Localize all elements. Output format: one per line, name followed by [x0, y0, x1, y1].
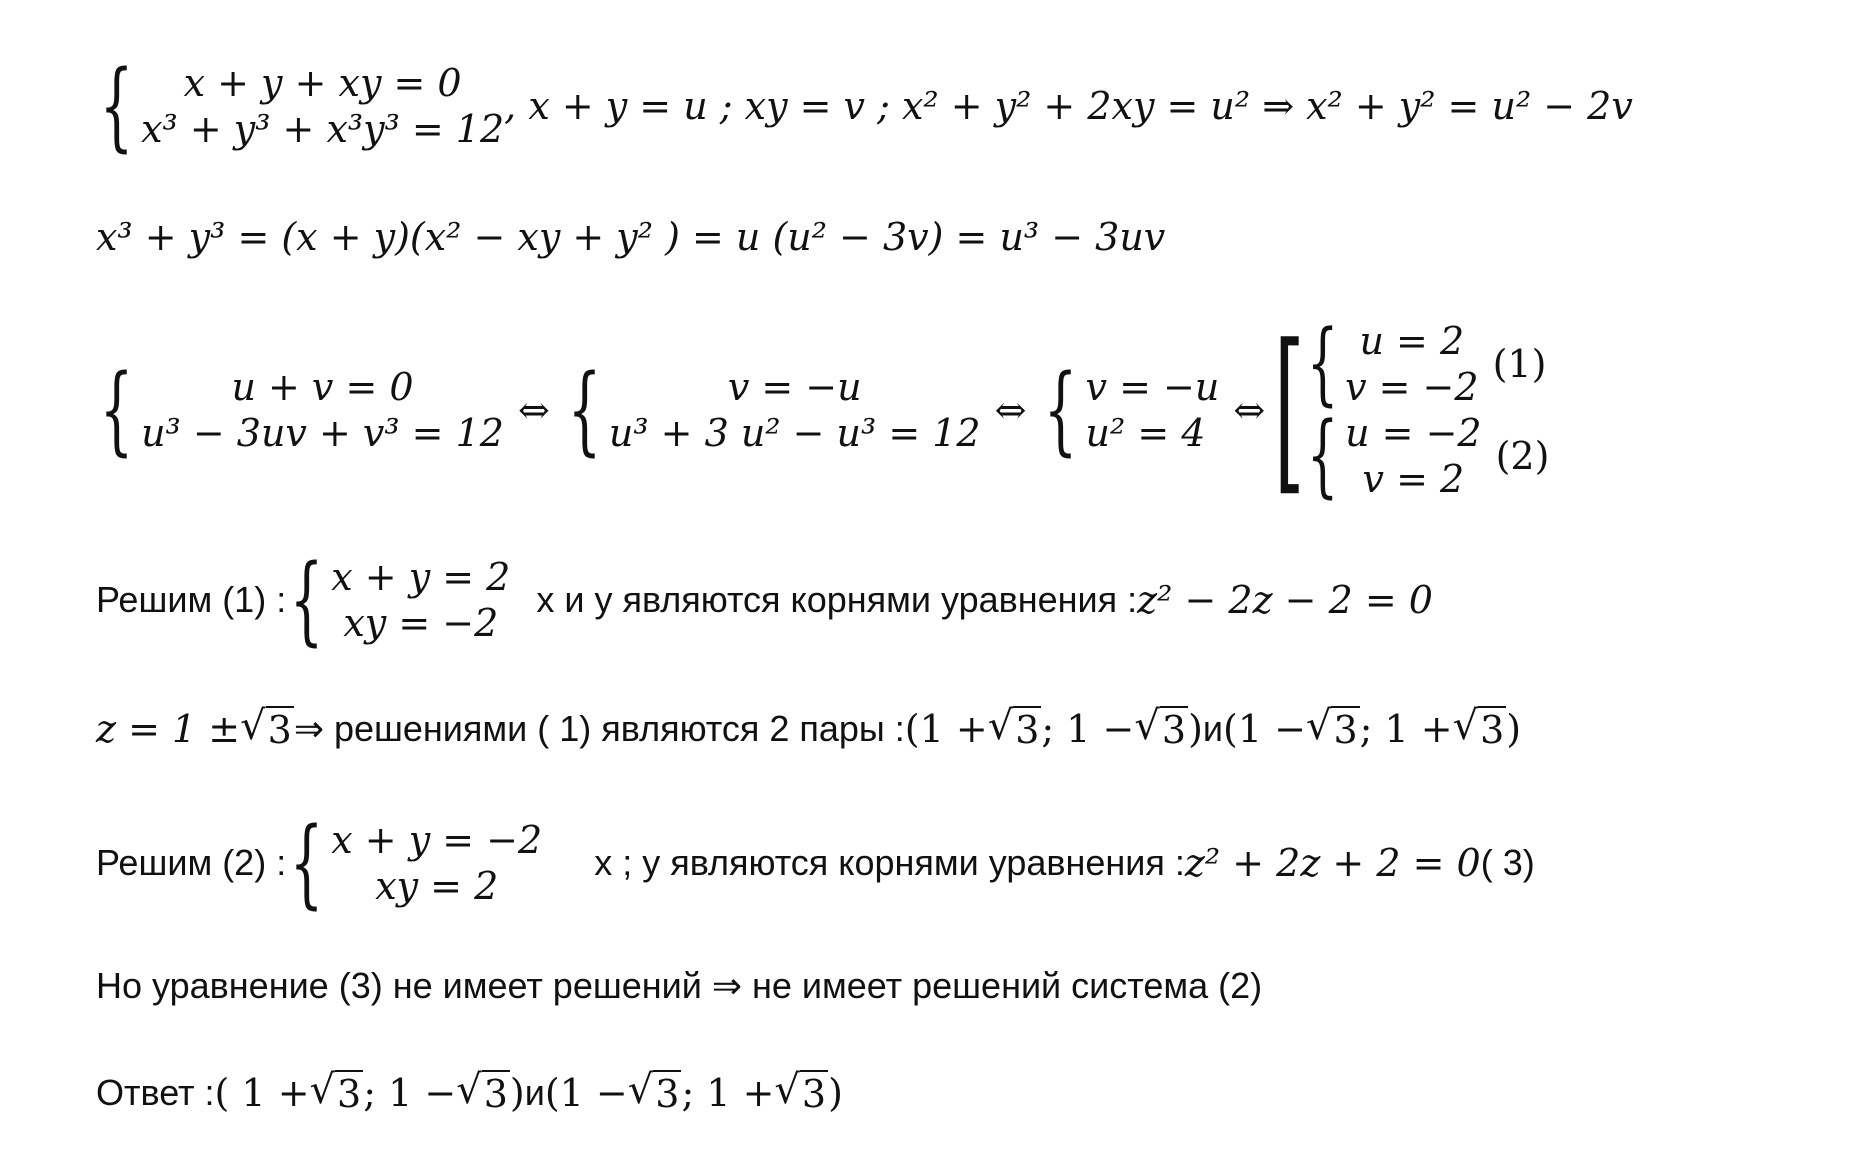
sqrt-icon: √: [309, 1067, 336, 1113]
sqrt-icon: √: [627, 1067, 654, 1113]
line-system-transform: [96, 307, 1550, 512]
system-row: v = 2: [1362, 457, 1465, 501]
system-row: u = −2: [1345, 411, 1482, 455]
sqrt: √ 3: [1452, 703, 1505, 752]
equivalence-symbol: ⇔: [994, 388, 1027, 432]
system-row: x + y + xy = 0: [183, 61, 462, 105]
left-brace: {: [289, 544, 324, 656]
system-row: v = −u: [1085, 365, 1220, 409]
sqrt-icon: √: [1305, 703, 1332, 749]
system-row: u³ + 3 u² − u³ = 12: [608, 411, 981, 455]
sqrt: √ 3: [240, 703, 292, 752]
solutions-text: ⇒ решениями ( 1) являются 2 пары :: [293, 708, 905, 749]
quadratic-equation: z² − 2z − 2 = 0: [1137, 578, 1433, 622]
solve-prefix: Решим (1) :: [96, 579, 287, 620]
left-brace: {: [1044, 354, 1078, 466]
left-brace: {: [289, 807, 324, 919]
system-case-2: [286, 807, 543, 919]
system-row: x + y = −2: [331, 818, 543, 862]
system-simplified: [1040, 354, 1220, 466]
system-row: u = 2: [1359, 319, 1465, 363]
case-2: [1304, 403, 1550, 508]
sqrt-icon: √: [987, 703, 1014, 749]
sqrt-icon: √: [774, 1067, 800, 1113]
line-answer: Ответ : ( 1 + √ 3 ; 1 − √ 3 ) и (1 − √ 3 ; 1 + √ 3 ): [96, 1067, 843, 1116]
sqrt: √ 3: [987, 703, 1040, 752]
system-row: v = −2: [1345, 365, 1479, 409]
left-square-bracket: [: [1274, 307, 1305, 512]
sqrt: √ 3: [774, 1067, 827, 1116]
system-substituted: [564, 354, 981, 466]
line-solve-case-1: [96, 544, 1433, 656]
sqrt-icon: √: [1452, 703, 1479, 749]
left-brace: {: [1306, 311, 1339, 416]
system-case-1: [286, 544, 511, 656]
system-original: [96, 50, 505, 162]
roots-text: x и y являются корнями уравнения :: [536, 579, 1138, 620]
z-value: z = 1 ±: [96, 707, 241, 751]
substitution-text: , x + y = u ; xy = v ; x² + y² + 2xy = u² ⇒ x² + y² = u² − 2v: [504, 84, 1633, 128]
system-row: x³ + y³ + x³y³ = 12: [141, 107, 505, 151]
equivalence-symbol: ⇔: [517, 388, 550, 432]
system-uv: [96, 354, 504, 466]
system-row: xy = 2: [375, 864, 499, 908]
line-sum-of-cubes: [96, 215, 1165, 259]
system-row: u³ − 3uv + v³ = 12: [141, 411, 504, 455]
sqrt-icon: √: [456, 1067, 482, 1113]
line-roots-case-1: z = 1 ± √ 3 ⇒ решениями ( 1) являются 2 пары : (1 + √ 3 ; 1 − √ 3 ) и (1 − √ 3 ; 1 + √ 3 ): [96, 703, 1522, 752]
line-solve-case-2: [96, 807, 1535, 919]
no-solutions-text: Но уравнение (3) не имеет решений ⇒ не имеет решений система (2): [96, 965, 1263, 1006]
line-no-solutions: [96, 965, 1262, 1007]
system-row: u² = 4: [1085, 411, 1206, 455]
solve-prefix: Решим (2) :: [96, 842, 287, 883]
sqrt-icon: √: [1134, 703, 1160, 749]
case-label: (2): [1495, 434, 1550, 478]
sqrt: √ 3: [1305, 703, 1358, 752]
sqrt: √ 3: [627, 1067, 680, 1116]
answer-prefix: Ответ :: [96, 1072, 215, 1113]
system-row: u + v = 0: [231, 365, 414, 409]
left-brace: {: [1306, 403, 1339, 508]
system-row: v = −u: [727, 365, 862, 409]
left-brace: {: [99, 50, 134, 162]
sqrt: √ 3: [309, 1067, 362, 1116]
sum-of-cubes-formula: x³ + y³ = (x + y)(x² − xy + y² ) = u (u² − 3v) = u³ − 3uv: [96, 215, 1166, 259]
quadratic-equation: z² + 2z + 2 = 0: [1184, 841, 1481, 885]
roots-text: x ; y являются корнями уравнения :: [594, 842, 1185, 883]
left-brace: {: [99, 354, 134, 466]
sqrt: √ 3: [456, 1067, 508, 1116]
equation-label: ( 3): [1480, 842, 1535, 883]
sqrt-icon: √: [240, 703, 266, 749]
sqrt: √ 3: [1134, 703, 1187, 752]
line-substitution: [96, 50, 1633, 162]
system-row: x + y = 2: [331, 555, 511, 599]
case-set: [1304, 311, 1550, 508]
equivalence-symbol: ⇔: [1233, 388, 1266, 432]
case-1: [1304, 311, 1550, 416]
case-label: (1): [1492, 342, 1547, 386]
left-brace: {: [567, 354, 602, 466]
system-row: xy = −2: [343, 601, 499, 645]
